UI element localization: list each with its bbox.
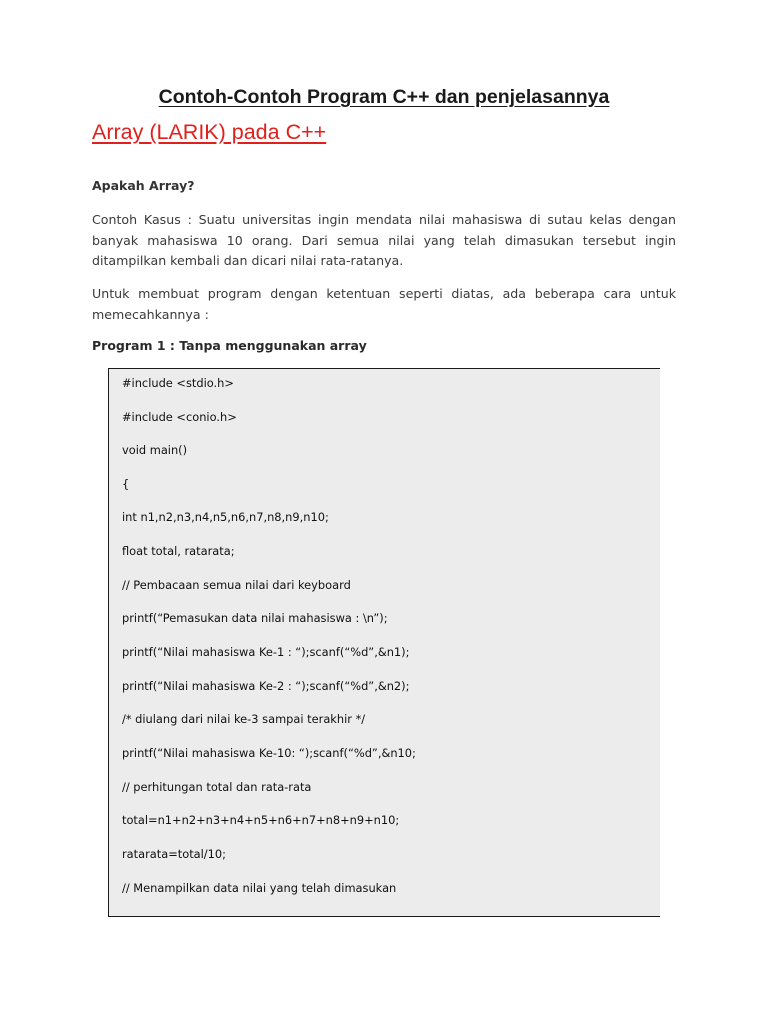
- page-title-text: Contoh-Contoh Program C++ dan penjelasannya: [158, 86, 610, 108]
- code-line: {: [122, 477, 130, 491]
- code-line: int n1,n2,n3,n4,n5,n6,n7,n8,n9,n10;: [122, 510, 329, 524]
- section-heading: Array (LARIK) pada C++: [92, 120, 327, 144]
- code-line: // Pembacaan semua nilai dari keyboard: [122, 578, 351, 592]
- code-line: ratarata=total/10;: [122, 847, 226, 861]
- code-line: #include <stdio.h>: [122, 376, 234, 390]
- code-line: total=n1+n2+n3+n4+n5+n6+n7+n8+n9+n10;: [122, 813, 400, 827]
- code-line: printf(“Pemasukan data nilai mahasiswa : \n”);: [122, 611, 388, 625]
- code-line: void main(): [122, 443, 188, 457]
- code-line: // perhitungan total dan rata-rata: [122, 780, 312, 794]
- page-title: [0, 86, 768, 109]
- code-line: printf(“Nilai mahasiswa Ke-1 : “);scanf(“%d”,&n1);: [122, 645, 410, 659]
- code-block: [108, 368, 660, 917]
- program-heading: Program 1 : Tanpa menggunakan array: [92, 338, 367, 353]
- code-line: /* diulang dari nilai ke-3 sampai terakhir */: [122, 712, 366, 726]
- code-line: float total, ratarata;: [122, 544, 235, 558]
- code-line: printf(“Nilai mahasiswa Ke-10: “);scanf(“%d”,&n10;: [122, 746, 416, 760]
- code-line: printf(“Nilai mahasiswa Ke-2 : “);scanf(“%d”,&n2);: [122, 679, 410, 693]
- code-line: // Menampilkan data nilai yang telah dimasukan: [122, 881, 397, 895]
- paragraph-approach: Untuk membuat program dengan ketentuan seperti diatas, ada beberapa cara untuk memecahkannya :: [92, 286, 676, 322]
- paragraph-case-study: Contoh Kasus : Suatu universitas ingin mendata nilai mahasiswa di sutau kelas dengan banyak mahasiswa 10 orang. Dari semua nilai yang telah dimasukan tersebut ingin ditampilkan kembali dan dicari nilai rata-ratanya.: [92, 212, 676, 268]
- code-line: #include <conio.h>: [122, 410, 237, 424]
- subheading: Apakah Array?: [92, 178, 195, 193]
